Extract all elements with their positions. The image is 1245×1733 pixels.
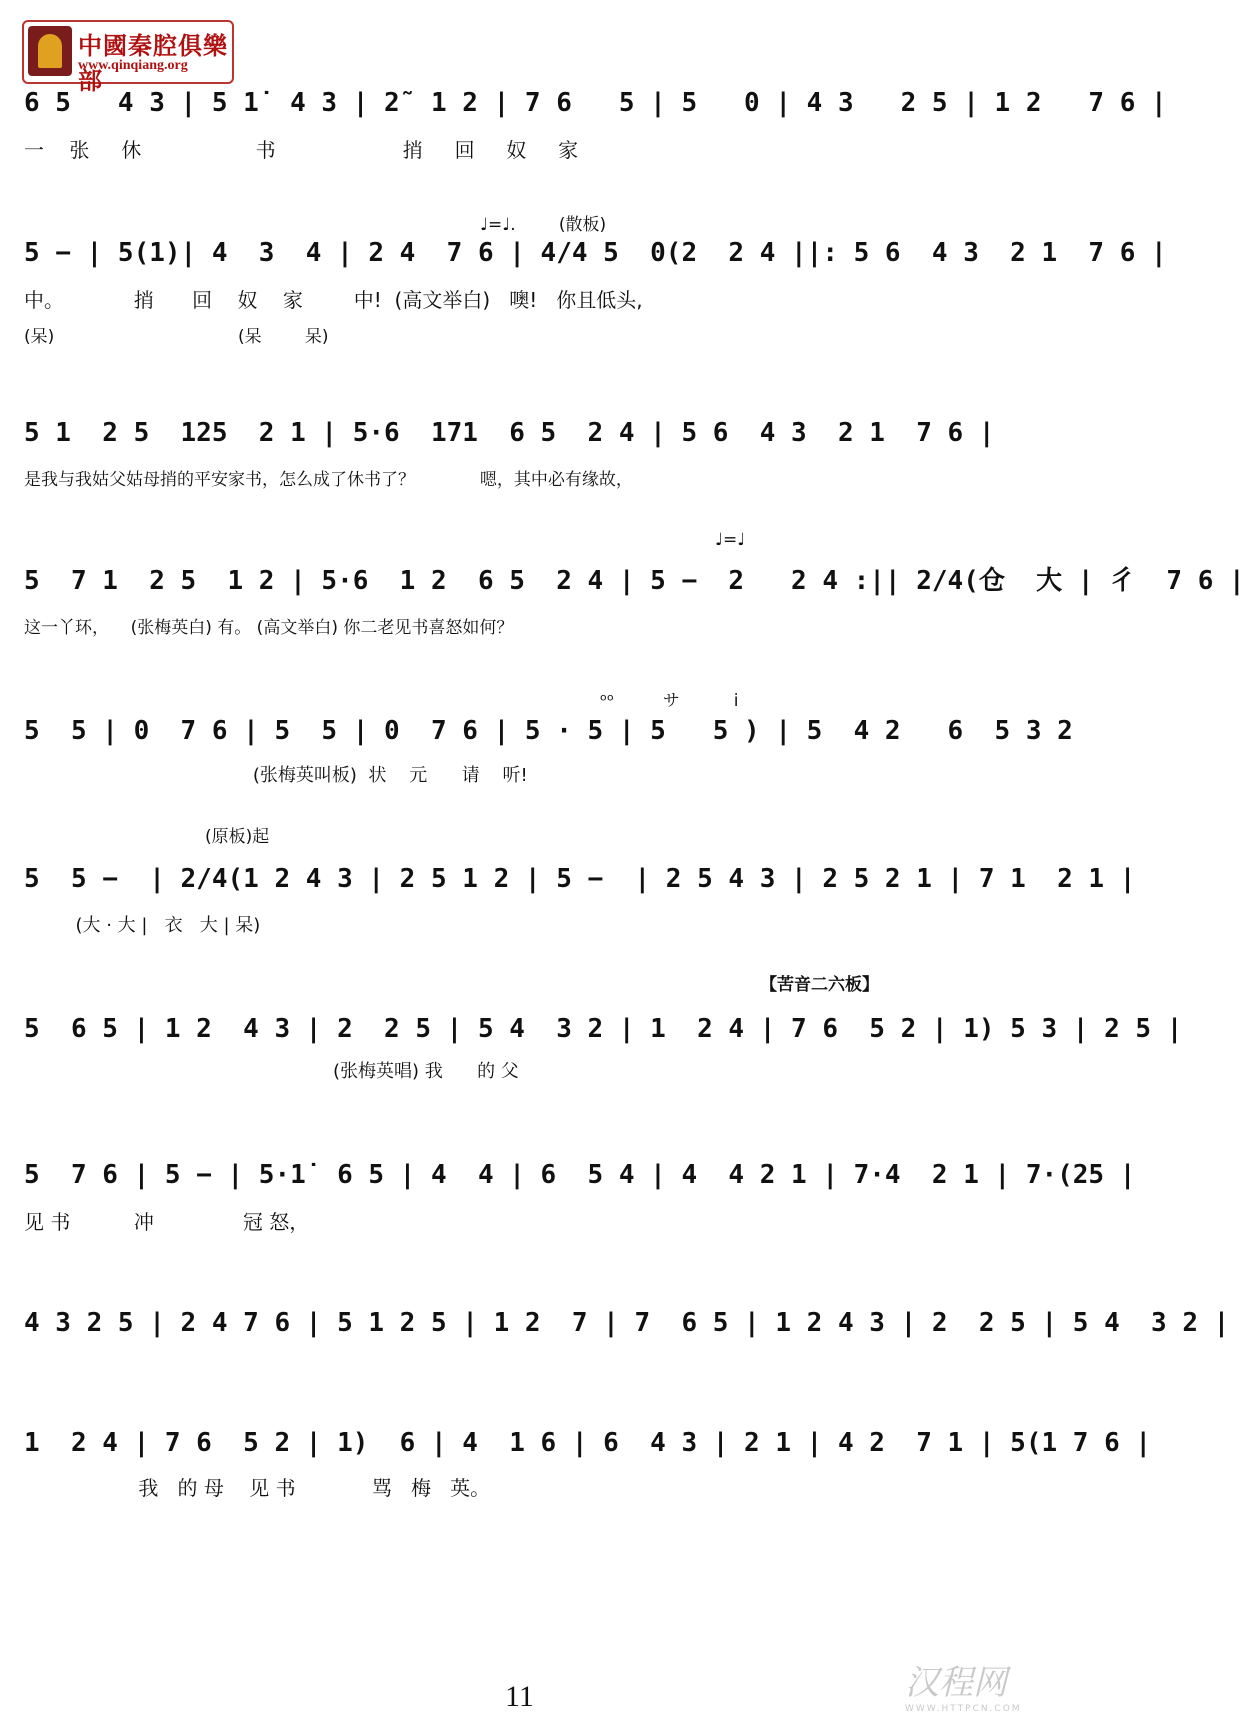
annotation-row-4: ♩=♩ bbox=[715, 530, 746, 550]
annotation-row-5: ᵒᵒ サ i bbox=[600, 691, 739, 711]
site-watermark bbox=[905, 1655, 1065, 1715]
watermark-url: WWW.HTTPCN.COM bbox=[905, 1704, 1022, 1714]
score-line-10: 1 2 4 | 7 6 5 2 | 1) 6 | 4 1 6 | 6 4 3 | 2 1 | 4 2 7 1 | 5(1 7 6 | bbox=[24, 1428, 1152, 1458]
page-number: 11 bbox=[505, 1680, 534, 1713]
score-line-6: 5 5 − | 2/4(1 2 4 3 | 2 5 1 2 | 5 − | 2 5 4 3 | 2 5 2 1 | 7 1 2 1 | bbox=[24, 864, 1136, 894]
site-logo bbox=[22, 20, 234, 95]
score-line-5: 5 5 | 0 7 6 | 5 5 | 0 7 6 | 5 · 5 | 5 5 ) | 5 4 2 6 5 3 2 bbox=[24, 716, 1073, 746]
annotation-row-6: (原板)起 bbox=[205, 827, 270, 847]
annotation-row-2: ♩=♩. (散板) bbox=[480, 215, 607, 235]
score-line-2: 5 − | 5(1)| 4 3 4 | 2 4 7 6 | 4/4 5 0(2 2 4 ||: 5 6 4 3 2 1 7 6 | bbox=[24, 238, 1167, 268]
score-line-9: 4 3 2 5 | 2 4 7 6 | 5 1 2 5 | 1 2 7 | 7 6 5 | 1 2 4 3 | 2 2 5 | 5 4 3 2 | bbox=[24, 1308, 1230, 1338]
watermark-title: 汉程网 bbox=[905, 1663, 1007, 1703]
logo-title: 中國秦腔俱樂部 bbox=[78, 31, 228, 95]
logo-emblem-icon bbox=[28, 26, 72, 76]
lyric-line-4: 这一丫环， (张梅英白) 有。 (高文举白) 你二老见书喜怒如何？ bbox=[24, 618, 514, 638]
lyric-line-10: 我 的 母 见 书 骂 梅 英。 bbox=[24, 1476, 491, 1500]
annotation-row-7: 【苦音二六板】 bbox=[760, 975, 879, 995]
lyric-line-8: 见 书 冲 冠 怒， bbox=[24, 1210, 310, 1234]
lyric-line-2: 中。 捎 回 奴 家 中! (高文举白) 噢! 你且低头, bbox=[24, 288, 643, 312]
score-line-1: 6 5 4 3 | 5 1̇ 4 3 | 2̃ 1 2 | 7 6 5 | 5 0 | 4 3 2 5 | 1 2 7 6 | bbox=[24, 88, 1167, 118]
score-line-7: 5 6 5 | 1 2 4 3 | 2 2 5 | 5 4 3 2 | 1 2 4 | 7 6 5 2 | 1) 5 3 | 2 5 | bbox=[24, 1014, 1183, 1044]
lyric-line-1: 一 张 休 书 捎 回 奴 家 bbox=[24, 138, 579, 162]
lyric-line-6: (大 · 大 | 衣 大 | 呆) bbox=[24, 915, 261, 936]
score-line-3: 5 1 2 5 125 2 1 | 5·6 171 6 5 2 4 | 5 6 4 3 2 1 7 6 | bbox=[24, 418, 995, 448]
logo-url: www.qinqiang.org bbox=[78, 58, 188, 73]
lyric-line-2-sub: (呆) (呆 呆) bbox=[24, 327, 329, 347]
lyric-line-7: (张梅英唱) 我 的 父 bbox=[24, 1061, 519, 1082]
score-line-8: 5 7 6 | 5 − | 5·1̇ 6 5 | 4 4 | 6 5 4 | 4 4 2 1 | 7·4 2 1 | 7·(25 | bbox=[24, 1160, 1136, 1190]
lyric-line-5: (张梅英叫板) 状 元 请 听! bbox=[24, 765, 528, 786]
score-line-4: 5 7 1 2 5 1 2 | 5·6 1 2 6 5 2 4 | 5 − 2 2 4 :|| 2/4(仓 大 | 彳 7 6 | bbox=[24, 566, 1245, 596]
lyric-line-3: 是我与我姑父姑母捎的平安家书，怎么成了休书了？ 嗯，其中必有缘故， bbox=[24, 470, 633, 490]
